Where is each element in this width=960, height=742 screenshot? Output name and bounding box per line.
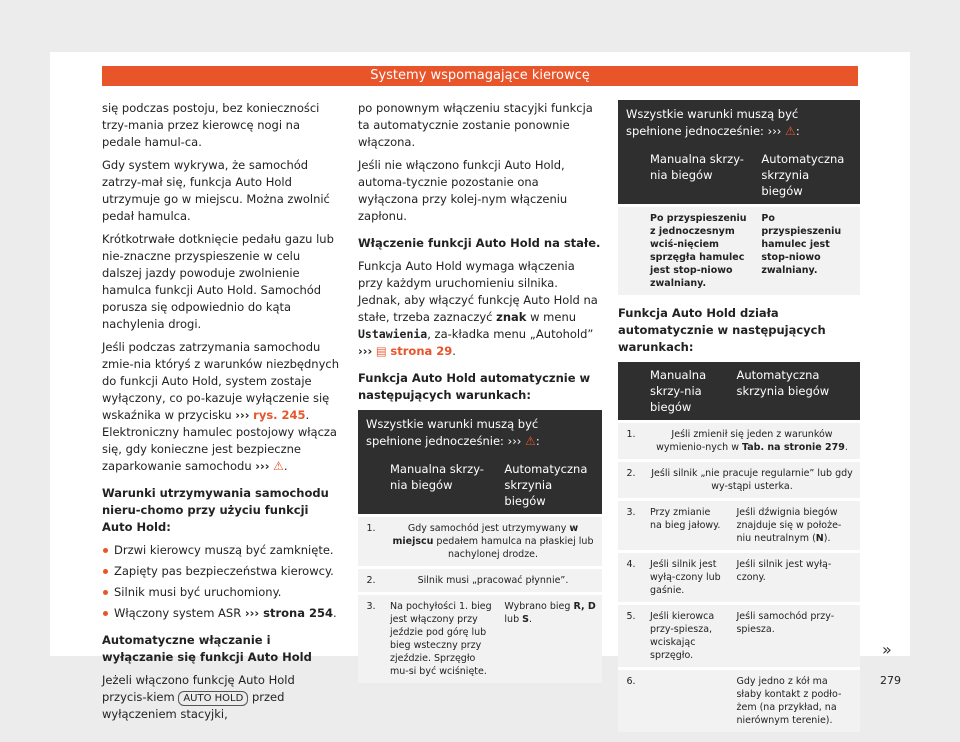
table-header-row xyxy=(358,456,602,516)
page-number: 279 xyxy=(880,674,901,687)
column-3 xyxy=(618,100,860,742)
table-row: 6. Gdy jedno z kół ma słaby kontakt z podło-żem (na przykład, na nierównym terenie). xyxy=(618,669,860,733)
paragraph: Funkcja Auto Hold wymaga włączenia przy każdym uruchomieniu silnika. Jednak, aby włączyć funkcję Auto Hold na stałe, trzeba zaznaczyć znak w menu Ustawienia, za-kładka menu „Autohold” ››› ▤ strona 29. xyxy=(358,259,598,358)
table-header-row xyxy=(618,146,860,206)
paragraph: Jeśli podczas zatrzymania samochodu zmie-nia któryś z warunków niezbędnych do funkcji Auto Hold, system zostaje wyłączony, co po-kazuje wyłączenie się wskaźnika w przycisku ››› rys. 245. Elektroniczny hamulec postojowy włącza się, gdy konieczne jest bezpieczne zaparkowanie samochodu ››› ⚠. xyxy=(102,340,340,473)
table-row: 1. Jeśli zmienił się jeden z warunków wymienio-nych w Tab. na stronie 279. xyxy=(618,422,860,461)
table-row: 1. Gdy samochód jest utrzymywany w miejscu pedałem hamulca na płaskiej lub nachylonej drodze. xyxy=(358,516,602,568)
warning-triangle-icon[interactable]: ⚠ xyxy=(273,459,284,473)
subheading: Funkcja Auto Hold automatycznie w następujących warunkach: xyxy=(358,371,591,402)
column-header: Automatyczna skrzynia biegów xyxy=(498,456,602,516)
column-header: Manualna skrzy-nia biegów xyxy=(644,362,730,422)
subheading: Automatyczne włączanie i wyłączanie się funkcji Auto Hold xyxy=(102,633,312,664)
cross-ref-arrow: ››› xyxy=(235,408,250,422)
list-item: Włączony system ASR ››› strona 254. xyxy=(102,605,342,622)
book-icon: ▤ xyxy=(375,344,387,358)
auto-hold-key: AUTO HOLD xyxy=(178,691,248,706)
table-title: Wszystkie warunki muszą być spełnione jednocześnie: ››› ⚠: xyxy=(618,100,860,146)
column-1 xyxy=(102,100,342,729)
table-link[interactable]: Tab. na stronie 279 xyxy=(742,442,845,453)
table-title: Wszystkie warunki muszą być spełnione jednocześnie: ››› ⚠: xyxy=(358,410,602,456)
deactivation-table xyxy=(618,362,860,732)
table-row: Po przyspieszeniu z jednoczesnym wciś-nięciem sprzęgła hamulec jest stop-niowo zwalniany. Po przyspieszeniu hamulec jest stop-niowo zwalniany. xyxy=(618,206,860,296)
menu-name: Ustawienia xyxy=(358,327,428,341)
column-header: Manualna skrzy-nia biegów xyxy=(644,146,755,206)
warning-triangle-icon[interactable]: ⚠ xyxy=(525,434,536,448)
manual-page xyxy=(50,52,910,726)
cross-ref-arrow: ››› xyxy=(358,344,373,358)
column-2 xyxy=(358,100,602,693)
figure-link[interactable]: rys. 245 xyxy=(253,408,306,422)
list-item: Zapięty pas bezpieczeństwa kierowcy. xyxy=(102,563,342,580)
paragraph: Jeśli nie włączono funkcji Auto Hold, automa-tycznie pozostanie ona wyłączona przy kolej-nym włączeniu zapłonu. xyxy=(358,158,568,223)
table-row: 3. Na pochyłości 1. bieg jest włączony przy jeździe pod górę lub bieg wsteczny przy zjeździe. Sprzęgło mu-si być wciśnięte. Wybrano bieg R, D lub S. xyxy=(358,594,602,684)
znak-label: znak xyxy=(496,310,527,324)
table-row: 4. Jeśli silnik jest wyłą-czony lub gaśnie. Jeśli silnik jest wyłą-czony. xyxy=(618,552,860,604)
paragraph: Krótkotrwałe dotknięcie pedału gazu lub nie-znaczne przyspieszenie w celu dalszej jazdy powoduje zwolnienie hamulca funkcji Auto Hold. Samochód porusza się odpowiednio do kąta nachylenia drogi. xyxy=(102,232,334,331)
subheading: Warunki utrzymywania samochodu nieru-chomo przy użyciu funkcji Auto Hold: xyxy=(102,486,329,534)
paragraph: Jeżeli włączono funkcję Auto Hold przycis-kiem AUTO HOLD przed wyłączeniem stacyjki, xyxy=(102,673,295,721)
column-header: Automatyczna skrzynia biegów xyxy=(730,362,860,422)
paragraph: się podczas postoju, bez konieczności trzy-mania przez kierowcę nogi na pedale hamul-ca. xyxy=(102,101,320,149)
warning-triangle-icon[interactable]: ⚠ xyxy=(785,124,796,138)
conditions-table xyxy=(358,456,602,683)
list-item: Drzwi kierowcy muszą być zamknięte. xyxy=(102,542,342,559)
table-row: 3. Przy zmianie na bieg jałowy. Jeśli dźwignia biegów znajduje się w położe-niu neutralnym (N). xyxy=(618,500,860,552)
release-table xyxy=(618,146,860,295)
table-header-row xyxy=(618,362,860,422)
paragraph: Gdy system wykrywa, że samochód zatrzy-mał się, funkcja Auto Hold utrzymuje go w miejscu. Można zwolnić pedał hamulca. xyxy=(102,158,330,223)
conditions-list xyxy=(102,542,342,622)
paragraph: po ponownym włączeniu stacyjki funkcja ta automatycznie zostanie ponownie włączona. xyxy=(358,101,593,149)
subheading: Funkcja Auto Hold działa automatycznie w następujących warunkach: xyxy=(618,306,826,354)
cross-ref-arrow: ››› xyxy=(255,459,270,473)
column-header: Manualna skrzy-nia biegów xyxy=(384,456,498,516)
page-link[interactable]: ››› strona 254 xyxy=(244,606,333,620)
column-header: Automatyczna skrzynia biegów xyxy=(755,146,860,206)
list-item: Silnik musi być uruchomiony. xyxy=(102,584,342,601)
continued-mark: » xyxy=(882,640,892,659)
table-row: 2. Jeśli silnik „nie pracuje regularnie” lub gdy wy-stąpi usterka. xyxy=(618,461,860,500)
section-header: Systemy wspomagające kierowcę xyxy=(102,66,858,86)
table-row: 2. Silnik musi „pracować płynnie”. xyxy=(358,568,602,594)
page-link[interactable]: strona 29 xyxy=(390,344,453,358)
subheading: Włączenie funkcji Auto Hold na stałe. xyxy=(358,236,601,250)
table-row: 5. Jeśli kierowca przy-spiesza, wciskając sprzęgło. Jeśli samochód przy-spiesza. xyxy=(618,604,860,669)
